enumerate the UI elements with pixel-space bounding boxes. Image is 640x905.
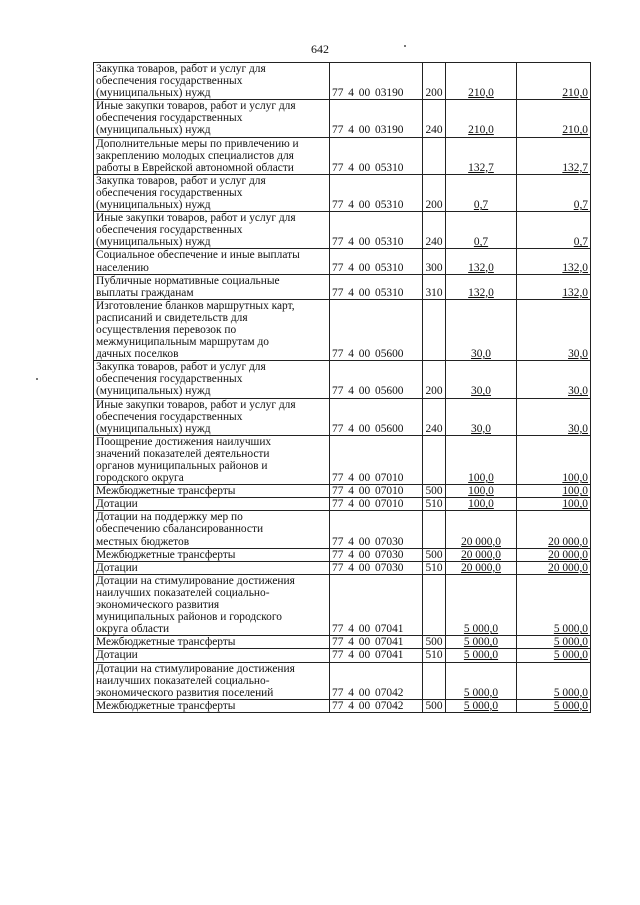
- row-sum-cell-text: 5 000,0: [463, 699, 499, 712]
- row-expense-type-cell-text: 510: [425, 649, 443, 662]
- row-expense-type-cell: [423, 649, 446, 662]
- row-sum-cell-text: 210,0: [468, 124, 494, 137]
- row-expense-type-cell: [423, 274, 446, 299]
- row-sum-2-cell: [517, 274, 591, 299]
- row-expense-type-cell-text: 510: [425, 498, 443, 511]
- row-code-cell-text: 77 4 00 05600: [332, 385, 404, 398]
- row-code-cell: [330, 100, 423, 137]
- row-name-cell: [94, 137, 330, 174]
- row-code-cell: [330, 137, 423, 174]
- row-expense-type-cell: [423, 361, 446, 398]
- row-sum-2-cell-text: 100,0: [562, 472, 588, 485]
- row-sum-2-cell: [517, 498, 591, 511]
- row-sum-cell: [446, 63, 517, 100]
- row-sum-2-cell-text: 30,0: [568, 385, 588, 398]
- table-row: [94, 574, 591, 635]
- table-row: [94, 561, 591, 574]
- row-expense-type-cell: [423, 636, 446, 649]
- row-name-cell: [94, 662, 330, 699]
- row-expense-type-cell-text: 240: [425, 422, 443, 435]
- row-code-cell-text: 77 4 00 07030: [332, 535, 404, 548]
- row-name-cell-text: Дотации на стимулирование достижения наилучших показателей социально- экономического развития поселений: [96, 662, 295, 699]
- row-code-cell-text: 77 4 00 07010: [332, 472, 404, 485]
- row-sum-cell: [446, 435, 517, 484]
- row-sum-2-cell-text: 100,0: [562, 498, 588, 511]
- row-sum-cell-text: 100,0: [468, 472, 494, 485]
- row-sum-2-cell: [517, 485, 591, 498]
- row-sum-2-cell: [517, 212, 591, 249]
- table-row: [94, 274, 591, 299]
- row-code-cell: [330, 511, 423, 548]
- row-sum-2-cell: [517, 100, 591, 137]
- row-sum-cell: [446, 511, 517, 548]
- row-sum-cell-text: 30,0: [471, 385, 491, 398]
- table-row: [94, 299, 591, 360]
- row-code-cell: [330, 662, 423, 699]
- row-name-cell: [94, 561, 330, 574]
- row-code-cell: [330, 174, 423, 211]
- row-sum-cell-text: 132,0: [468, 261, 494, 274]
- table-row: [94, 649, 591, 662]
- table-row: [94, 249, 591, 274]
- row-name-cell-text: Дополнительные меры по привлечению и закреплению молодых специалистов для работы в Еврейской автономной области: [96, 137, 299, 174]
- row-sum-2-cell: [517, 649, 591, 662]
- row-name-cell: [94, 63, 330, 100]
- row-name-cell: [94, 212, 330, 249]
- row-code-cell-text: 77 4 00 07030: [332, 548, 404, 561]
- row-sum-2-cell-text: 132,0: [562, 286, 588, 299]
- row-name-cell-text: Межбюджетные трансферты: [96, 548, 236, 561]
- row-code-cell: [330, 649, 423, 662]
- row-expense-type-cell: [423, 299, 446, 360]
- row-name-cell-text: Межбюджетные трансферты: [96, 636, 236, 649]
- row-code-cell-text: 77 4 00 05310: [332, 261, 404, 274]
- row-sum-2-cell-text: 132,7: [562, 161, 588, 174]
- row-sum-cell: [446, 636, 517, 649]
- row-sum-cell-text: 100,0: [468, 485, 494, 498]
- row-sum-2-cell: [517, 398, 591, 435]
- row-expense-type-cell-text: 200: [425, 87, 443, 100]
- row-sum-cell: [446, 662, 517, 699]
- row-sum-cell-text: 0,7: [473, 199, 489, 212]
- row-code-cell-text: 77 4 00 05310: [332, 286, 404, 299]
- row-name-cell-text: Закупка товаров, работ и услуг для обеспечения государственных (муниципальных) нужд: [96, 63, 266, 100]
- row-sum-2-cell: [517, 548, 591, 561]
- row-name-cell-text: Межбюджетные трансферты: [96, 699, 236, 712]
- table-row: [94, 100, 591, 137]
- table-row: [94, 398, 591, 435]
- row-code-cell: [330, 249, 423, 274]
- row-name-cell: [94, 299, 330, 360]
- row-sum-cell: [446, 548, 517, 561]
- row-sum-cell-text: 100,0: [468, 498, 494, 511]
- row-code-cell-text: 77 4 00 07030: [332, 561, 404, 574]
- row-name-cell: [94, 249, 330, 274]
- row-expense-type-cell-text: 200: [425, 199, 443, 212]
- row-sum-2-cell: [517, 435, 591, 484]
- row-sum-2-cell: [517, 137, 591, 174]
- row-name-cell: [94, 649, 330, 662]
- row-sum-2-cell-text: 100,0: [562, 485, 588, 498]
- row-sum-2-cell: [517, 574, 591, 635]
- row-sum-cell-text: 5 000,0: [463, 649, 499, 662]
- row-sum-2-cell-text: 5 000,0: [553, 686, 588, 699]
- row-sum-cell-text: 20 000,0: [461, 561, 501, 574]
- row-sum-2-cell: [517, 662, 591, 699]
- row-sum-2-cell-text: 5 000,0: [553, 649, 588, 662]
- row-name-cell-text: Иные закупки товаров, работ и услуг для обеспечения государственных (муниципальных) нужд: [96, 398, 296, 435]
- row-sum-cell-text: 5 000,0: [463, 636, 499, 649]
- row-code-cell: [330, 398, 423, 435]
- row-sum-2-cell: [517, 174, 591, 211]
- row-code-cell-text: 77 4 00 05310: [332, 199, 404, 212]
- row-code-cell-text: 77 4 00 05600: [332, 348, 404, 361]
- table-row: [94, 511, 591, 548]
- row-sum-cell: [446, 174, 517, 211]
- row-code-cell: [330, 435, 423, 484]
- row-expense-type-cell-text: 200: [425, 385, 443, 398]
- row-sum-2-cell-text: 0,7: [573, 236, 588, 249]
- row-sum-cell: [446, 137, 517, 174]
- row-code-cell-text: 77 4 00 07042: [332, 699, 404, 712]
- row-sum-2-cell: [517, 699, 591, 712]
- row-expense-type-cell-text: 240: [425, 124, 443, 137]
- row-name-cell: [94, 511, 330, 548]
- row-expense-type-cell: [423, 662, 446, 699]
- row-expense-type-cell: [423, 435, 446, 484]
- row-name-cell: [94, 361, 330, 398]
- row-expense-type-cell-text: 500: [425, 699, 443, 712]
- row-sum-2-cell: [517, 561, 591, 574]
- row-expense-type-cell-text: 500: [425, 636, 443, 649]
- row-code-cell-text: 77 4 00 05310: [332, 236, 404, 249]
- row-code-cell: [330, 274, 423, 299]
- row-name-cell: [94, 274, 330, 299]
- row-sum-cell: [446, 649, 517, 662]
- row-expense-type-cell-text: 500: [425, 485, 443, 498]
- row-sum-2-cell: [517, 361, 591, 398]
- row-sum-cell-text: 20 000,0: [461, 548, 501, 561]
- row-code-cell-text: 77 4 00 07042: [332, 686, 404, 699]
- row-sum-cell: [446, 398, 517, 435]
- row-name-cell-text: Дотации на стимулирование достижения наилучших показателей социально- экономического развития муниципальных районов и городского округа области: [96, 574, 295, 636]
- row-sum-2-cell: [517, 636, 591, 649]
- row-code-cell-text: 77 4 00 05310: [332, 161, 404, 174]
- row-name-cell-text: Дотации: [96, 649, 138, 662]
- budget-table-body: [94, 63, 591, 713]
- row-code-cell: [330, 485, 423, 498]
- row-name-cell: [94, 699, 330, 712]
- row-sum-cell: [446, 249, 517, 274]
- row-code-cell: [330, 299, 423, 360]
- row-sum-cell-text: 132,7: [468, 161, 494, 174]
- row-sum-cell: [446, 574, 517, 635]
- row-code-cell-text: 77 4 00 03190: [332, 124, 404, 137]
- row-expense-type-cell-text: 240: [425, 236, 443, 249]
- row-sum-cell: [446, 485, 517, 498]
- row-name-cell-text: Закупка товаров, работ и услуг для обеспечения государственных (муниципальных) нужд: [96, 174, 266, 212]
- row-name-cell: [94, 548, 330, 561]
- table-row: [94, 174, 591, 211]
- row-sum-cell: [446, 299, 517, 360]
- table-row: [94, 548, 591, 561]
- row-sum-2-cell-text: 20 000,0: [548, 535, 588, 548]
- row-code-cell-text: 77 4 00 07041: [332, 649, 404, 662]
- row-expense-type-cell: [423, 249, 446, 274]
- row-name-cell: [94, 574, 330, 635]
- row-code-cell: [330, 63, 423, 100]
- row-name-cell: [94, 636, 330, 649]
- row-code-cell: [330, 574, 423, 635]
- row-expense-type-cell-text: 310: [425, 286, 443, 299]
- row-name-cell: [94, 100, 330, 137]
- row-sum-cell: [446, 699, 517, 712]
- row-sum-cell-text: 132,0: [468, 286, 494, 299]
- row-sum-cell-text: 30,0: [471, 348, 491, 361]
- row-sum-2-cell-text: 30,0: [568, 348, 588, 361]
- row-name-cell: [94, 174, 330, 211]
- row-sum-2-cell-text: 20 000,0: [548, 548, 588, 561]
- row-name-cell-text: Межбюджетные трансферты: [96, 485, 236, 498]
- row-code-cell-text: 77 4 00 07010: [332, 485, 404, 498]
- row-expense-type-cell: [423, 561, 446, 574]
- row-code-cell: [330, 636, 423, 649]
- table-row: [94, 699, 591, 712]
- row-expense-type-cell: [423, 498, 446, 511]
- row-name-cell-text: Иные закупки товаров, работ и услуг для обеспечения государственных (муниципальных) нужд: [96, 212, 296, 249]
- row-sum-2-cell: [517, 299, 591, 360]
- row-name-cell-text: Дотации на поддержку мер по обеспечению сбалансированности местных бюджетов: [96, 511, 264, 548]
- page-number: 642: [311, 42, 329, 56]
- table-row: [94, 662, 591, 699]
- row-expense-type-cell: [423, 63, 446, 100]
- row-sum-2-cell-text: 5 000,0: [553, 623, 588, 636]
- row-sum-cell: [446, 498, 517, 511]
- row-code-cell: [330, 361, 423, 398]
- table-row: [94, 485, 591, 498]
- row-sum-cell: [446, 212, 517, 249]
- row-expense-type-cell: [423, 398, 446, 435]
- row-sum-cell: [446, 100, 517, 137]
- row-sum-2-cell-text: 0,7: [573, 199, 588, 212]
- row-expense-type-cell-text: 500: [425, 548, 443, 561]
- row-code-cell: [330, 212, 423, 249]
- row-code-cell-text: 77 4 00 05600: [332, 422, 404, 435]
- row-sum-cell-text: 210,0: [468, 87, 494, 100]
- row-sum-2-cell: [517, 63, 591, 100]
- row-code-cell-text: 77 4 00 07041: [332, 623, 404, 636]
- row-sum-cell-text: 5 000,0: [463, 686, 499, 699]
- table-row: [94, 435, 591, 484]
- row-expense-type-cell: [423, 511, 446, 548]
- row-code-cell: [330, 699, 423, 712]
- row-expense-type-cell: [423, 100, 446, 137]
- row-sum-2-cell-text: 5 000,0: [553, 636, 588, 649]
- row-sum-cell-text: 5 000,0: [463, 623, 499, 636]
- row-sum-cell-text: 30,0: [471, 422, 491, 435]
- table-row: [94, 63, 591, 100]
- row-code-cell-text: 77 4 00 03190: [332, 87, 404, 100]
- table-row: [94, 212, 591, 249]
- row-sum-2-cell-text: 210,0: [562, 87, 588, 100]
- table-row: [94, 137, 591, 174]
- row-expense-type-cell: [423, 137, 446, 174]
- row-sum-cell: [446, 274, 517, 299]
- row-name-cell-text: Публичные нормативные социальные выплаты гражданам: [96, 274, 280, 299]
- scan-speck: [404, 45, 406, 47]
- row-sum-2-cell-text: 30,0: [568, 422, 588, 435]
- row-expense-type-cell: [423, 212, 446, 249]
- row-expense-type-cell: [423, 485, 446, 498]
- row-code-cell: [330, 561, 423, 574]
- row-expense-type-cell: [423, 548, 446, 561]
- row-name-cell-text: Изготовление бланков маршрутных карт, расписаний и свидетельств для осуществления перевозок по межмуниципальным маршрутам до дачных поселков: [96, 299, 295, 361]
- row-sum-cell-text: 0,7: [473, 236, 489, 249]
- row-name-cell-text: Поощрение достижения наилучших значений показателей деятельности органов муниципальных районов и городского округа: [96, 435, 272, 485]
- row-sum-cell-text: 20 000,0: [461, 535, 501, 548]
- row-name-cell: [94, 498, 330, 511]
- row-name-cell: [94, 398, 330, 435]
- row-expense-type-cell: [423, 699, 446, 712]
- row-name-cell-text: Закупка товаров, работ и услуг для обеспечения государственных (муниципальных) нужд: [96, 361, 266, 398]
- row-sum-2-cell: [517, 249, 591, 274]
- row-code-cell: [330, 548, 423, 561]
- row-name-cell-text: Иные закупки товаров, работ и услуг для обеспечения государственных (муниципальных) нужд: [96, 100, 296, 137]
- row-code-cell-text: 77 4 00 07010: [332, 498, 404, 511]
- table-row: [94, 361, 591, 398]
- row-name-cell-text: Социальное обеспечение и иные выплаты населению: [96, 249, 300, 274]
- row-expense-type-cell: [423, 174, 446, 211]
- row-expense-type-cell-text: 300: [425, 261, 443, 274]
- scan-speck: [36, 378, 38, 380]
- table-row: [94, 636, 591, 649]
- row-expense-type-cell-text: 510: [425, 561, 443, 574]
- row-expense-type-cell: [423, 574, 446, 635]
- row-sum-cell: [446, 361, 517, 398]
- budget-table: [93, 62, 591, 713]
- row-sum-2-cell-text: 132,0: [562, 261, 588, 274]
- row-sum-2-cell-text: 210,0: [562, 124, 588, 137]
- row-name-cell-text: Дотации: [96, 498, 138, 511]
- table-row: [94, 498, 591, 511]
- row-code-cell: [330, 498, 423, 511]
- row-sum-cell: [446, 561, 517, 574]
- row-sum-2-cell-text: 20 000,0: [548, 561, 588, 574]
- row-sum-2-cell: [517, 511, 591, 548]
- row-sum-2-cell-text: 5 000,0: [553, 699, 588, 712]
- row-code-cell-text: 77 4 00 07041: [332, 636, 404, 649]
- row-name-cell: [94, 435, 330, 484]
- row-name-cell-text: Дотации: [96, 561, 138, 574]
- row-name-cell: [94, 485, 330, 498]
